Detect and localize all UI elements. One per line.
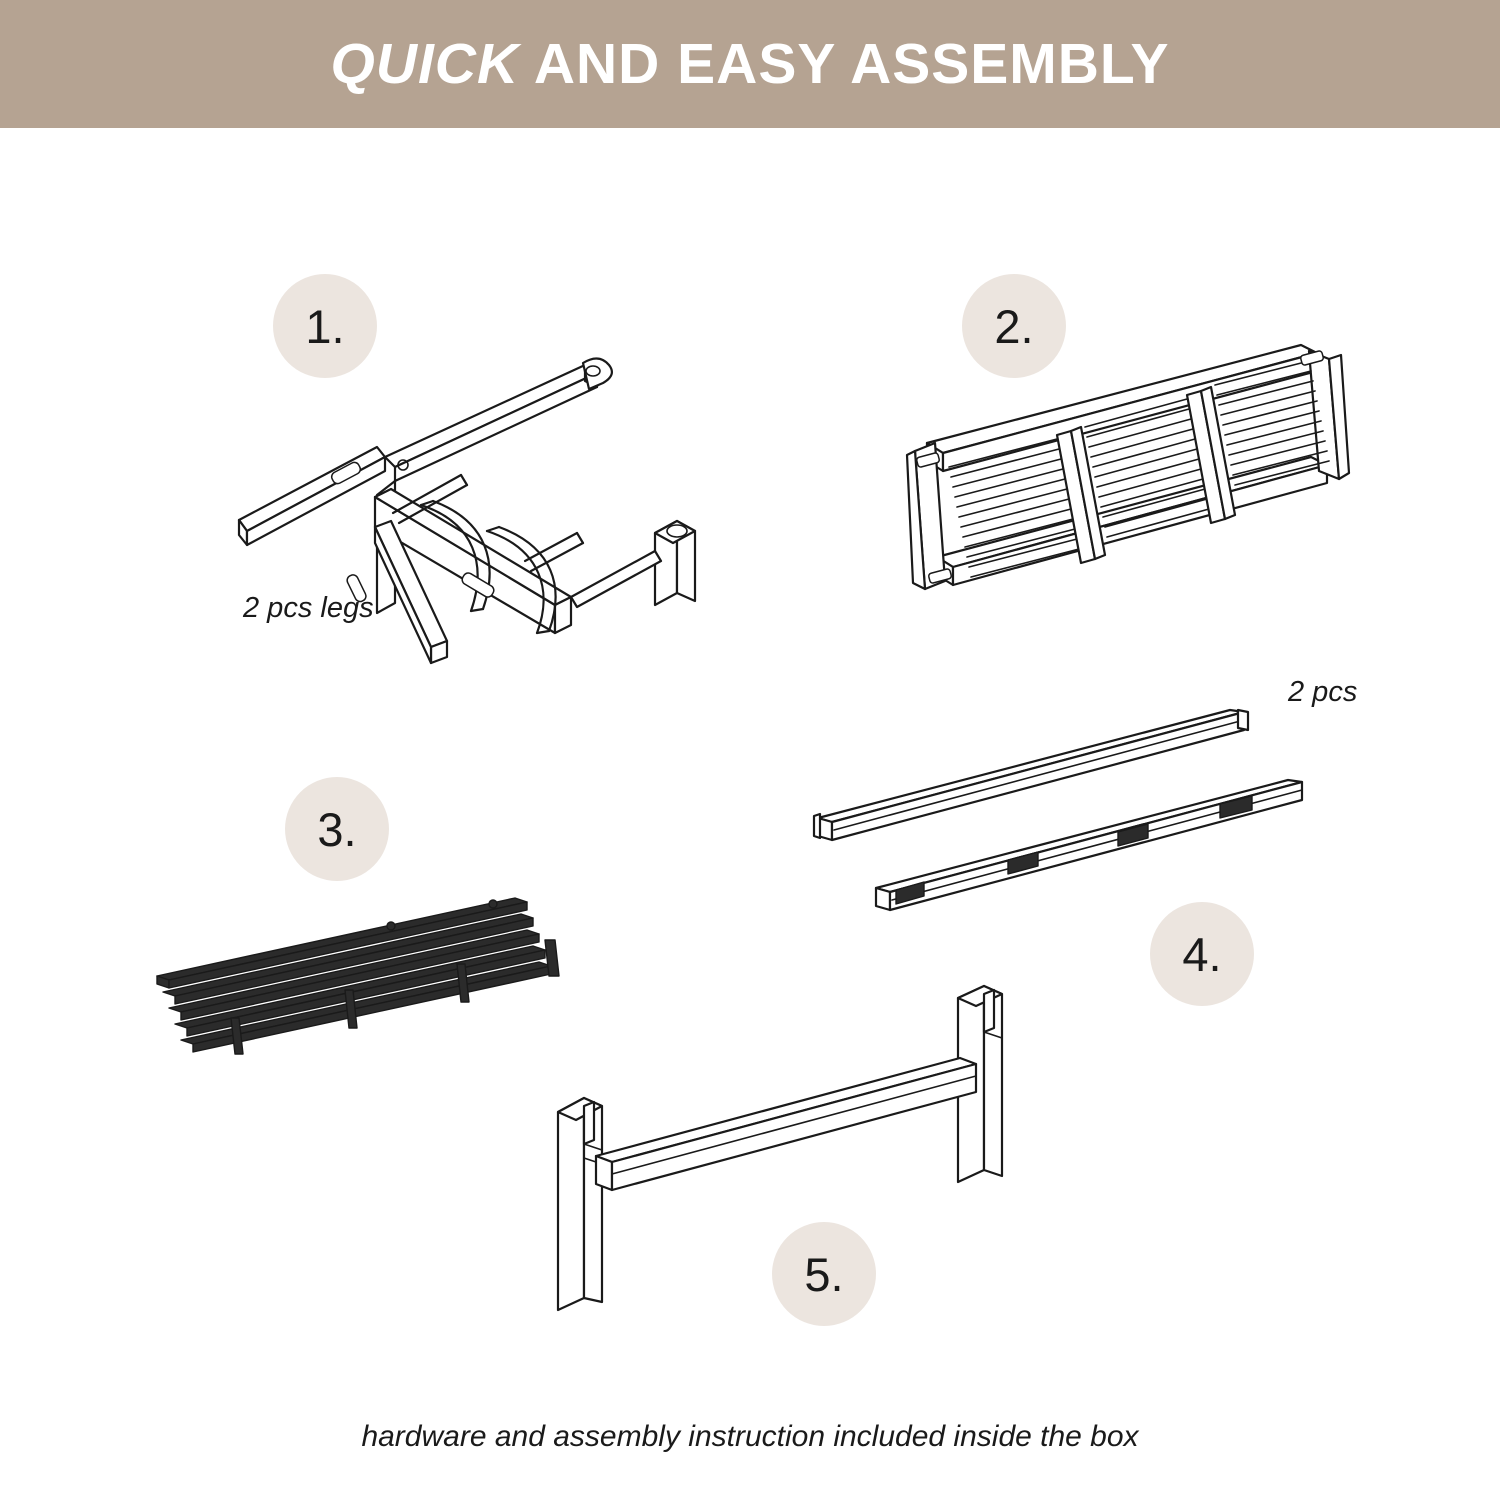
header-banner	[0, 0, 1500, 128]
illustration-legs-frame	[225, 355, 745, 685]
page-title	[330, 31, 1169, 97]
step-number-1: 1.	[305, 299, 345, 353]
illustration-center-support-bar	[540, 980, 1020, 1310]
step-number-4: 4.	[1182, 927, 1222, 981]
page-title-emphasis: QUICK	[330, 32, 520, 96]
caption-step-1: 2 pcs legs	[243, 592, 374, 624]
caption-step-4: 2 pcs	[1288, 676, 1358, 708]
step-number-5: 5.	[804, 1247, 844, 1301]
step-badge-3	[285, 777, 389, 881]
footer-note: hardware and assembly instruction included inside the box	[361, 1420, 1139, 1453]
page-title-rest: AND EASY ASSEMBLY	[519, 32, 1170, 96]
illustration-slatted-panel	[905, 335, 1365, 615]
step-number-2: 2.	[994, 299, 1034, 353]
illustration-side-rails	[800, 690, 1270, 920]
step-number-3: 3.	[317, 802, 357, 856]
